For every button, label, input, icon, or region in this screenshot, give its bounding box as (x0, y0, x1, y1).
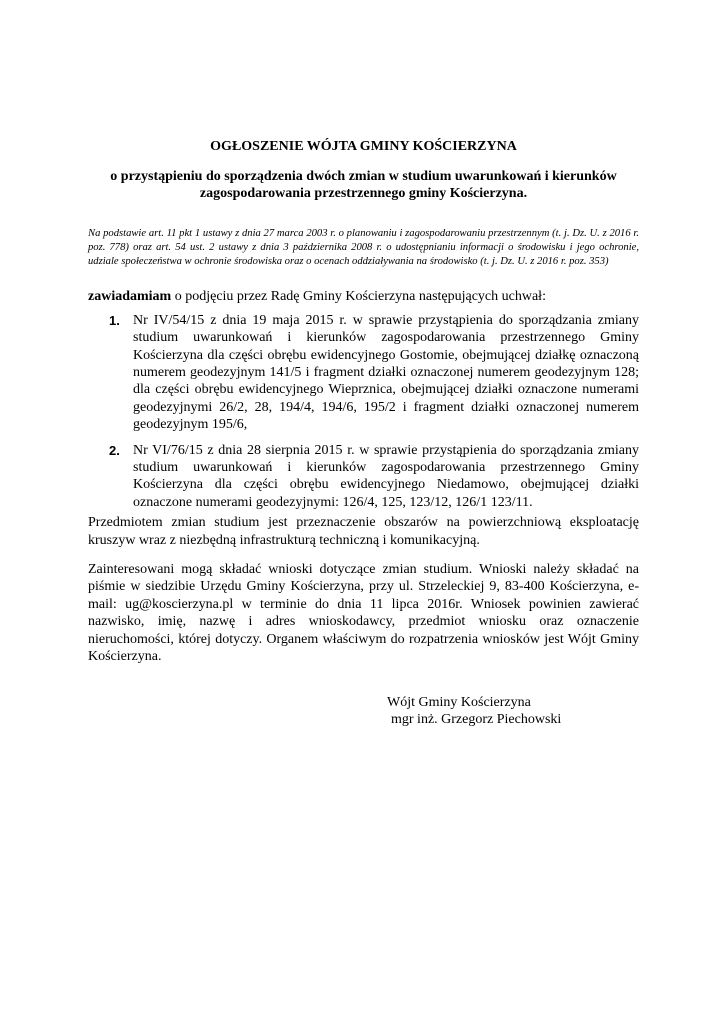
signature-block (387, 694, 561, 729)
intro-lead: zawiadamiam (88, 289, 172, 305)
resolution-text: Nr VI/76/15 z dnia 28 sierpnia 2015 r. w sprawie przystąpienia do sporządzania zmiany studium uwarunkowań i kierunków zagospodarowania przestrzennego Gminy Kościerzyna dla części obrębu ewidencyjnego Niedamowo, obejmującej działki oznaczone numerami geodezyjnymi: 126/4, 125, 123/12, 126/1 123/11. (133, 442, 639, 510)
announcement-title: OGŁOSZENIE WÓJTA GMINY KOŚCIERZYNA (210, 139, 517, 154)
resolutions-list (88, 312, 639, 511)
intro-sentence (88, 288, 639, 305)
resolution-number: 1. (109, 312, 120, 328)
applications-paragraph: Zainteresowani mogą składać wnioski dotyczące zmian studium. Wnioski należy składać na piśmie w siedzibie Urzędu Gminy Kościerzyna, przy ul. Strzeleckiej 9, 83-400 Kościerzyna, e-mail: ug@koscierzyna.pl w terminie do dnia 11 lipca 2016r. Wniosek powinien zawierać nazwisko, imię, nazwę i adres wnioskodawcy, przedmiot wniosku oraz oznaczenie nieruchomości, której dotyczy. Organem właściwym do rozpatrzenia wniosków jest Wójt Gminy Kościerzyna. (88, 562, 639, 665)
signature-name: mgr inż. Grzegorz Piechowski (391, 712, 562, 728)
signature-title: Wójt Gminy Kościerzyna (387, 695, 531, 710)
subtitle-line-2: zagospodarowania przestrzennego gminy Kościerzyna. (199, 186, 528, 201)
resolution-text: Nr IV/54/15 z dnia 19 maja 2015 r. w sprawie przystąpienia do sporządzania zmiany studium uwarunkowań i kierunków zagospodarowania przestrzennego Gminy Kościerzyna dla części obrębu ewidencyjnego Gostomie, obejmującej działkę oznaczoną numerem geodezyjnym 141/5 i fragment działki oznaczonej numerem geodezyjnym 128; dla części obrębu ewidencyjnego Wieprznica, obejmującej działki oznaczone numerami geodezyjnymi 26/2, 28, 194/4, 194/6, 195/2 i fragment działki oznaczonej numerem geodezyjnym 195/6, (133, 312, 639, 433)
announcement-body (88, 138, 639, 666)
subtitle-line-1: o przystąpieniu do sporządzenia dwóch zmian w studium uwarunkowań i kierunków (110, 169, 617, 184)
resolution-item (88, 442, 639, 512)
intro-rest: o podjęciu przez Radę Gminy Kościerzyna następujących uchwał: (171, 289, 546, 305)
subject-paragraph: Przedmiotem zmian studium jest przeznaczenie obszarów na powierzchniową eksploatację kruszyw wraz z niezbędną infrastrukturą techniczną i komunikacyjną. (88, 515, 639, 548)
announcement-subtitle (88, 168, 639, 202)
resolution-number: 2. (109, 442, 120, 458)
resolution-item (88, 312, 639, 434)
legal-basis: Na podstawie art. 11 pkt 1 ustawy z dnia 27 marca 2003 r. o planowaniu i zagospodarowaniu przestrzennym (t. j. Dz. U. z 2016 r. poz. 778) oraz art. 54 ust. 2 ustawy z dnia 3 października 2008 r. o udostępnianiu informacji o środowisku i jego ochronie, udziale społeczeństwa w ochronie środowiska oraz o ocenach oddziaływania na środowisko (t. j. Dz. U. z 2016 r. poz. 353) (88, 228, 639, 267)
